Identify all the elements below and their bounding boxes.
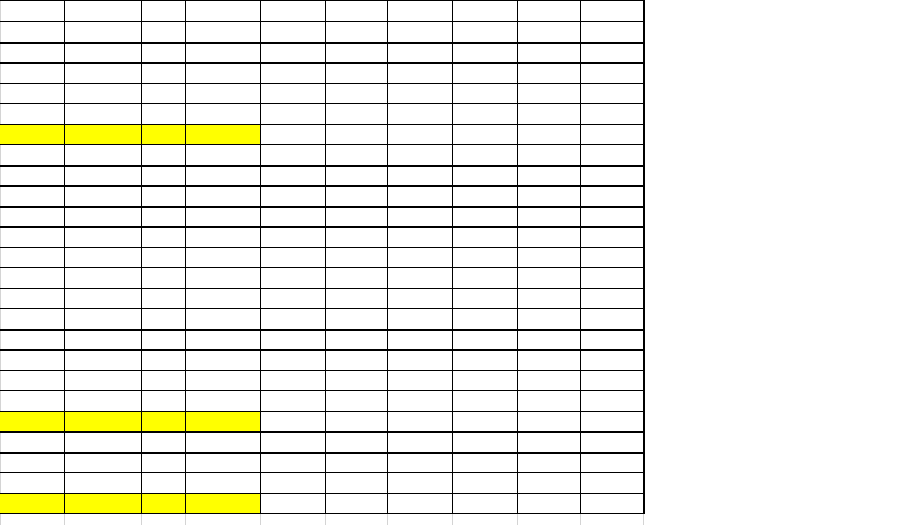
cell-marriage-place[interactable]	[452, 125, 517, 146]
row-border	[0, 329, 643, 331]
cell-relation[interactable]	[0, 391, 64, 412]
cell-death-place[interactable]	[580, 371, 643, 392]
cell-marriage-place[interactable]	[452, 84, 517, 105]
cell-death-date[interactable]	[517, 125, 580, 146]
cell-surname[interactable]	[185, 371, 260, 392]
row-border	[0, 124, 643, 125]
row-border	[0, 493, 643, 494]
cell-rod[interactable]	[141, 125, 185, 146]
cell-death-date[interactable]	[517, 22, 580, 43]
cell-relation[interactable]	[0, 371, 64, 392]
cell-death-place[interactable]	[580, 473, 643, 494]
cell-note[interactable]	[643, 268, 901, 289]
column-border	[185, 0, 186, 514]
cell-surname[interactable]	[185, 350, 260, 371]
cell-surname[interactable]	[185, 63, 260, 84]
cell-birth-place[interactable]	[325, 22, 387, 43]
cell-relation[interactable]	[0, 227, 64, 248]
cell-birth-date[interactable]	[260, 289, 325, 310]
header-cell[interactable]	[141, 0, 185, 22]
cell-surname[interactable]	[185, 186, 260, 207]
cell-death-place[interactable]	[580, 248, 643, 269]
cell-note[interactable]	[643, 473, 901, 494]
cell-death-date[interactable]	[517, 84, 580, 105]
cell-birth-date[interactable]	[260, 371, 325, 392]
cell-death-place[interactable]	[580, 412, 643, 433]
column-border	[64, 0, 65, 514]
row-border	[0, 103, 643, 104]
cell-birth-place[interactable]	[325, 473, 387, 494]
cell-birth-date[interactable]	[260, 268, 325, 289]
row-border	[0, 144, 643, 145]
cell-first-name[interactable]	[64, 227, 141, 248]
cell-relation[interactable]	[0, 84, 64, 105]
cell-marriage-place[interactable]	[452, 22, 517, 43]
cell-death-date[interactable]	[517, 371, 580, 392]
cell-surname[interactable]	[185, 391, 260, 412]
cell-birth-place[interactable]	[325, 145, 387, 166]
cell-note[interactable]	[643, 227, 901, 248]
cell-relation[interactable]	[0, 268, 64, 289]
cell-birth-date[interactable]	[260, 22, 325, 43]
cell-note[interactable]	[643, 186, 901, 207]
cell-marriage-place[interactable]	[452, 248, 517, 269]
cell-death-place[interactable]	[580, 268, 643, 289]
cell-marriage-date[interactable]	[387, 104, 452, 125]
cell-marriage-place[interactable]	[452, 268, 517, 289]
cell-birth-date[interactable]	[260, 63, 325, 84]
cell-death-date[interactable]	[517, 268, 580, 289]
cell-first-name[interactable]	[64, 494, 141, 515]
cell-note[interactable]	[643, 248, 901, 269]
row-border	[0, 83, 643, 84]
cell-first-name[interactable]	[64, 63, 141, 84]
cell-death-date[interactable]	[517, 391, 580, 412]
cell-birth-place[interactable]	[325, 104, 387, 125]
cell-relation[interactable]	[0, 248, 64, 269]
cell-surname[interactable]	[185, 125, 260, 146]
cell-death-place[interactable]	[580, 227, 643, 248]
cell-first-name[interactable]	[64, 473, 141, 494]
cell-relation[interactable]	[0, 63, 64, 84]
cell-death-date[interactable]	[517, 145, 580, 166]
cell-birth-place[interactable]	[325, 227, 387, 248]
column-border	[387, 0, 388, 514]
cell-surname[interactable]	[185, 268, 260, 289]
row-border	[0, 452, 643, 454]
cell-rod[interactable]	[141, 84, 185, 105]
cell-surname[interactable]	[185, 412, 260, 433]
cell-surname[interactable]	[185, 473, 260, 494]
cell-relation[interactable]	[0, 104, 64, 125]
cell-first-name[interactable]	[64, 104, 141, 125]
cell-rod[interactable]	[141, 22, 185, 43]
cell-marriage-date[interactable]	[387, 227, 452, 248]
cell-birth-date[interactable]	[260, 84, 325, 105]
row-border	[0, 62, 643, 64]
cell-surname[interactable]	[185, 494, 260, 515]
cell-surname[interactable]	[185, 289, 260, 310]
cell-first-name[interactable]	[64, 412, 141, 433]
cell-marriage-date[interactable]	[387, 453, 452, 474]
cell-marriage-place[interactable]	[452, 186, 517, 207]
cell-death-date[interactable]	[517, 104, 580, 125]
cell-relation[interactable]	[0, 125, 64, 146]
header-cell[interactable]	[580, 0, 643, 22]
cell-note[interactable]	[643, 84, 901, 105]
cell-birth-date[interactable]	[260, 391, 325, 412]
cell-surname[interactable]	[185, 22, 260, 43]
cell-note[interactable]	[643, 22, 901, 43]
cell-birth-place[interactable]	[325, 125, 387, 146]
row-border	[0, 165, 643, 167]
cell-relation[interactable]	[0, 473, 64, 494]
row-border	[0, 411, 643, 412]
row-border	[0, 370, 643, 371]
cell-marriage-date[interactable]	[387, 473, 452, 494]
cell-marriage-date[interactable]	[387, 494, 452, 515]
cell-rod[interactable]	[141, 145, 185, 166]
cell-surname[interactable]	[185, 104, 260, 125]
row-border	[0, 247, 643, 248]
row-border	[0, 267, 643, 268]
cell-marriage-place[interactable]	[452, 412, 517, 433]
cell-death-date[interactable]	[517, 63, 580, 84]
cell-first-name[interactable]	[64, 125, 141, 146]
cell-birth-place[interactable]	[325, 309, 387, 330]
cell-marriage-date[interactable]	[387, 391, 452, 412]
cell-death-place[interactable]	[580, 186, 643, 207]
cell-death-date[interactable]	[517, 350, 580, 371]
cell-note[interactable]	[643, 350, 901, 371]
cell-marriage-place[interactable]	[452, 104, 517, 125]
cell-birth-date[interactable]	[260, 309, 325, 330]
column-border	[260, 0, 261, 514]
cell-death-place[interactable]	[580, 104, 643, 125]
row-border	[0, 308, 643, 309]
cell-first-name[interactable]	[64, 391, 141, 412]
row-border	[0, 21, 643, 22]
cell-death-date[interactable]	[517, 289, 580, 310]
cell-marriage-place[interactable]	[452, 227, 517, 248]
cell-note[interactable]	[643, 371, 901, 392]
cell-note[interactable]	[643, 412, 901, 433]
cell-rod[interactable]	[141, 104, 185, 125]
cell-birth-place[interactable]	[325, 289, 387, 310]
cell-birth-place[interactable]	[325, 63, 387, 84]
cell-surname[interactable]	[185, 145, 260, 166]
column-border	[517, 0, 518, 514]
cell-death-date[interactable]	[517, 309, 580, 330]
cell-marriage-place[interactable]	[452, 473, 517, 494]
column-border	[580, 0, 581, 514]
cell-rod[interactable]	[141, 63, 185, 84]
cell-first-name[interactable]	[64, 453, 141, 474]
cell-birth-date[interactable]	[260, 186, 325, 207]
header-cell[interactable]	[64, 0, 141, 22]
cell-relation[interactable]	[0, 453, 64, 474]
cell-rod[interactable]	[141, 309, 185, 330]
cell-first-name[interactable]	[64, 309, 141, 330]
cell-birth-place[interactable]	[325, 494, 387, 515]
cell-marriage-date[interactable]	[387, 186, 452, 207]
column-border	[141, 0, 142, 514]
cell-birth-date[interactable]	[260, 453, 325, 474]
row-border	[0, 226, 643, 228]
cell-birth-date[interactable]	[260, 227, 325, 248]
cell-relation[interactable]	[0, 145, 64, 166]
cell-rod[interactable]	[141, 371, 185, 392]
cell-marriage-place[interactable]	[452, 494, 517, 515]
cell-birth-place[interactable]	[325, 412, 387, 433]
cell-first-name[interactable]	[64, 289, 141, 310]
cell-birth-place[interactable]	[325, 391, 387, 412]
cell-death-place[interactable]	[580, 289, 643, 310]
cell-death-place[interactable]	[580, 22, 643, 43]
cell-marriage-date[interactable]	[387, 350, 452, 371]
row-border	[0, 349, 643, 351]
cell-relation[interactable]	[0, 494, 64, 515]
cell-first-name[interactable]	[64, 350, 141, 371]
cell-birth-place[interactable]	[325, 371, 387, 392]
cell-rod[interactable]	[141, 248, 185, 269]
cell-death-date[interactable]	[517, 248, 580, 269]
cell-birth-date[interactable]	[260, 125, 325, 146]
cell-first-name[interactable]	[64, 22, 141, 43]
cell-rod[interactable]	[141, 473, 185, 494]
cell-note[interactable]	[643, 391, 901, 412]
cell-birth-date[interactable]	[260, 104, 325, 125]
cell-marriage-date[interactable]	[387, 412, 452, 433]
cell-death-date[interactable]	[517, 186, 580, 207]
header-cell[interactable]	[387, 0, 452, 22]
cell-birth-place[interactable]	[325, 84, 387, 105]
cell-marriage-date[interactable]	[387, 84, 452, 105]
cell-birth-date[interactable]	[260, 145, 325, 166]
cell-birth-place[interactable]	[325, 268, 387, 289]
cell-surname[interactable]	[185, 227, 260, 248]
cell-death-date[interactable]	[517, 453, 580, 474]
column-border	[325, 0, 326, 514]
header-cell[interactable]	[452, 0, 517, 22]
cell-death-place[interactable]	[580, 350, 643, 371]
cell-marriage-place[interactable]	[452, 145, 517, 166]
cell-rod[interactable]	[141, 350, 185, 371]
cell-relation[interactable]	[0, 186, 64, 207]
cell-birth-place[interactable]	[325, 248, 387, 269]
cell-note[interactable]	[643, 494, 901, 515]
cell-marriage-date[interactable]	[387, 289, 452, 310]
cell-first-name[interactable]	[64, 84, 141, 105]
cell-relation[interactable]	[0, 309, 64, 330]
cell-rod[interactable]	[141, 412, 185, 433]
cell-death-place[interactable]	[580, 453, 643, 474]
cell-death-date[interactable]	[517, 227, 580, 248]
cell-marriage-date[interactable]	[387, 22, 452, 43]
cell-death-place[interactable]	[580, 494, 643, 515]
cell-rod[interactable]	[141, 268, 185, 289]
cell-marriage-place[interactable]	[452, 391, 517, 412]
cell-relation[interactable]	[0, 412, 64, 433]
cell-relation[interactable]	[0, 289, 64, 310]
cell-marriage-date[interactable]	[387, 268, 452, 289]
cell-marriage-date[interactable]	[387, 125, 452, 146]
cell-death-place[interactable]	[580, 391, 643, 412]
cell-marriage-date[interactable]	[387, 63, 452, 84]
cell-marriage-place[interactable]	[452, 371, 517, 392]
cell-marriage-date[interactable]	[387, 248, 452, 269]
row-border	[0, 185, 643, 187]
cell-death-date[interactable]	[517, 473, 580, 494]
cell-marriage-date[interactable]	[387, 309, 452, 330]
cell-marriage-place[interactable]	[452, 63, 517, 84]
cell-death-place[interactable]	[580, 125, 643, 146]
cell-note[interactable]	[643, 309, 901, 330]
cell-rod[interactable]	[141, 391, 185, 412]
cell-surname[interactable]	[185, 309, 260, 330]
header-cell[interactable]	[260, 0, 325, 22]
row-border	[0, 513, 643, 514]
cell-marriage-place[interactable]	[452, 289, 517, 310]
cell-birth-place[interactable]	[325, 453, 387, 474]
cell-relation[interactable]	[0, 350, 64, 371]
cell-first-name[interactable]	[64, 248, 141, 269]
cell-surname[interactable]	[185, 453, 260, 474]
cell-note[interactable]	[643, 453, 901, 474]
cell-birth-place[interactable]	[325, 350, 387, 371]
column-border	[643, 0, 645, 514]
header-cell[interactable]	[0, 0, 64, 22]
header-cell[interactable]	[517, 0, 580, 22]
cell-first-name[interactable]	[64, 268, 141, 289]
header-cell[interactable]	[185, 0, 260, 22]
cell-marriage-place[interactable]	[452, 309, 517, 330]
row-border	[0, 206, 643, 208]
row-border	[0, 472, 643, 473]
header-cell[interactable]	[643, 0, 901, 22]
cell-death-place[interactable]	[580, 84, 643, 105]
cell-marriage-place[interactable]	[452, 350, 517, 371]
cell-rod[interactable]	[141, 186, 185, 207]
cell-birth-date[interactable]	[260, 494, 325, 515]
cell-first-name[interactable]	[64, 186, 141, 207]
cell-note[interactable]	[643, 63, 901, 84]
cell-rod[interactable]	[141, 494, 185, 515]
row-border	[0, 288, 643, 289]
cell-note[interactable]	[643, 289, 901, 310]
cell-birth-date[interactable]	[260, 248, 325, 269]
cell-death-place[interactable]	[580, 145, 643, 166]
cell-first-name[interactable]	[64, 371, 141, 392]
cell-birth-place[interactable]	[325, 186, 387, 207]
cell-birth-date[interactable]	[260, 473, 325, 494]
cell-death-place[interactable]	[580, 63, 643, 84]
cell-rod[interactable]	[141, 289, 185, 310]
cell-note[interactable]	[643, 145, 901, 166]
cell-rod[interactable]	[141, 227, 185, 248]
cell-relation[interactable]	[0, 22, 64, 43]
cell-note[interactable]	[643, 104, 901, 125]
cell-birth-date[interactable]	[260, 350, 325, 371]
cell-marriage-date[interactable]	[387, 371, 452, 392]
cell-surname[interactable]	[185, 248, 260, 269]
cell-death-date[interactable]	[517, 494, 580, 515]
row-border	[0, 42, 643, 44]
row-border	[0, 390, 643, 391]
cell-surname[interactable]	[185, 84, 260, 105]
cell-death-place[interactable]	[580, 309, 643, 330]
table-top-border	[0, 0, 643, 1]
column-border	[452, 0, 453, 514]
cell-death-date[interactable]	[517, 412, 580, 433]
cell-first-name[interactable]	[64, 145, 141, 166]
row-border	[0, 431, 643, 433]
header-cell[interactable]	[325, 0, 387, 22]
cell-note[interactable]	[643, 125, 901, 146]
cell-marriage-place[interactable]	[452, 453, 517, 474]
cell-marriage-date[interactable]	[387, 145, 452, 166]
cell-rod[interactable]	[141, 453, 185, 474]
cell-birth-date[interactable]	[260, 412, 325, 433]
